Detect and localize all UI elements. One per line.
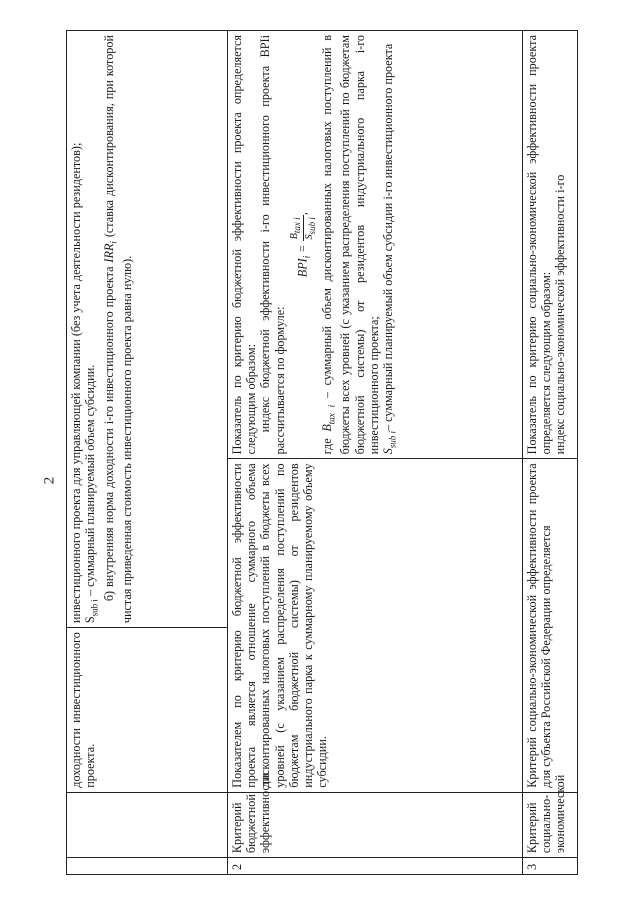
row-number-cell [523, 858, 578, 875]
formula-text: индекс социально-экономической эффективности i-го [553, 174, 568, 455]
criterion-formula-cell [228, 31, 523, 459]
table-row [228, 31, 523, 875]
document-sheet [66, 30, 586, 875]
formula-text: индекс бюджетной эффективности i-го инвестиционного проекта BPIi рассчитывается по формуле: [258, 35, 287, 455]
formula-text: Показатель по критерию социально-экономической эффективности проекта определяется следующим образом: [525, 35, 554, 455]
criterion-formula-cell [67, 31, 228, 628]
criterion-definition-cell [67, 628, 228, 793]
criterion-definition-cell [523, 459, 578, 792]
table-row [523, 31, 578, 875]
criteria-table [66, 30, 578, 875]
page-number: 2 [41, 476, 58, 485]
criterion-definition: доходности инвестиционного проекта. [69, 632, 98, 788]
criterion-definition-cell [228, 459, 523, 792]
formula-text: б) внутренняя норма доходности i-го инвестиционного проекта $IRR_i$ (ставка дисконтирования, при которой чистая приведенная стоимость инвестиционного проекта равна нулю). [101, 35, 135, 624]
row-number: 3 [525, 863, 539, 870]
formula-text: $S_{sub i}$ – суммарный планируемый объем субсидии. [83, 364, 100, 624]
formula-text: $S_{sub i}-$ суммарный планируемый объем субсидии i-го инвестиционного проекта [381, 43, 398, 455]
formula-text: Показатель по критерию бюджетной эффективности проекта определяется следующим образом: [230, 35, 259, 455]
criterion-formula-cell [523, 31, 578, 459]
criterion-definition: Критерий социально-экономической эффективности проекта для субъекта Российской Федерации определяется [525, 463, 554, 788]
row-number-cell [67, 858, 228, 875]
criterion-name: Критерий социально-экономической [525, 774, 568, 854]
row-number: 2 [230, 863, 244, 870]
criterion-name: Критерий бюджетной эффективности [230, 773, 273, 854]
criterion-definition: Показателем по критерию бюджетной эффективности проекта является отношение суммарного объема дисконтированных налоговых поступлений в бюджеты всех уровней (с указанием распределения поступлений по бюджетам бюджетной системы) от резидентов индустриального парка к суммарному планируемому объему субсидии. [230, 463, 330, 788]
formula-text: инвестиционного проекта для управляющей компании (без учета деятельности резидентов); [69, 142, 83, 624]
criterion-name-cell [523, 774, 578, 857]
bpi-formula: $BPI_i$ = $B_{tax i}$ $S_{sub i}$ , [288, 212, 317, 278]
table-row [67, 31, 228, 875]
row-number-cell [228, 858, 523, 875]
formula-text: где $B_{tax i}$ – суммарный объем дисконтированных налоговых поступлений в бюджеты всех уровней (с указанием распределения поступлений по бюджетам бюджетной системы) от резидентов индустриального парка i-го инвестиционного проекта; [319, 35, 381, 455]
criterion-name-cell [228, 773, 523, 857]
criterion-name-cell [67, 792, 228, 857]
